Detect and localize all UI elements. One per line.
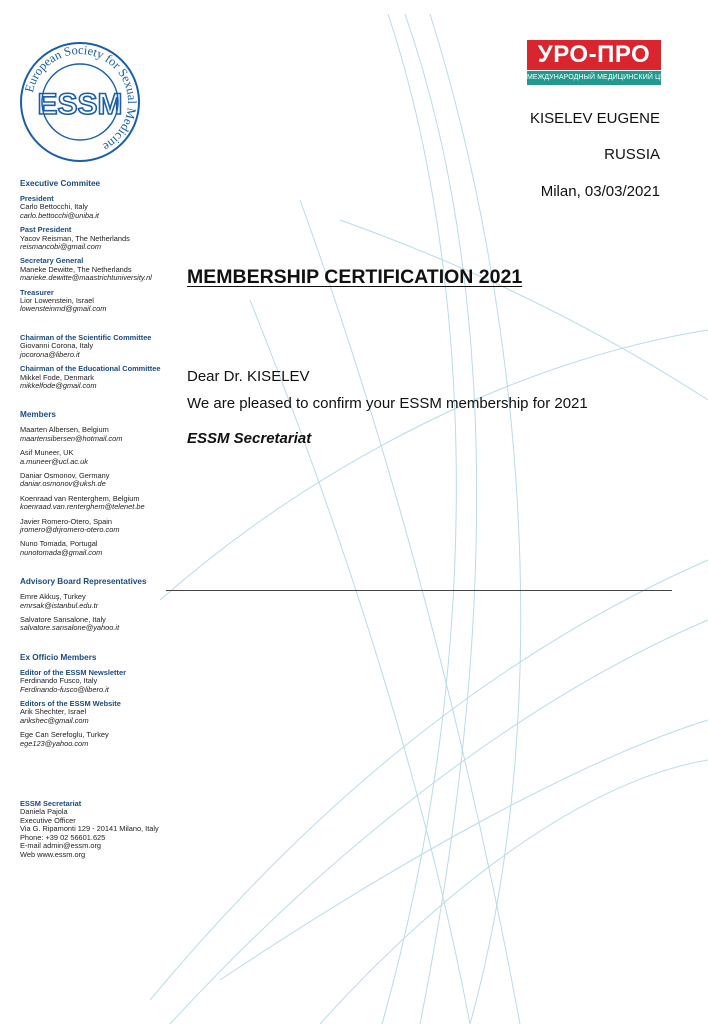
email-link[interactable]: Ferdinando-fusco@libero.it: [20, 684, 109, 694]
recipient-name: KISELEV EUGENE: [529, 110, 660, 127]
uro-pro-logo: [527, 40, 680, 86]
uro-pro-title: УРО-ПРО: [527, 40, 661, 70]
website-editors-block: Editors of the ESSM Website Arik Shechter, Israel arikshec@gmail.com: [20, 700, 170, 725]
email-link[interactable]: arikshec@gmail.com: [20, 715, 89, 725]
email-link[interactable]: jromero@drjromero-otero.com: [20, 524, 120, 534]
members-heading: Members: [20, 410, 56, 420]
salutation: Dear Dr. KISELEV: [187, 368, 310, 385]
advisory-entry: Salvatore Sansalone, Italy salvatore.sansalone@yahoo.it: [20, 616, 170, 633]
email-link[interactable]: reismancobi@gmail.com: [20, 242, 102, 252]
website-editor-entry: Ege Can Serefoglu, Turkey ege123@yahoo.com: [20, 731, 170, 748]
email-link[interactable]: jocorona@libero.it: [20, 349, 80, 359]
educational-chair-block: Chairman of the Educational Committee Mikkel Fode, Denmark mikkelfode@gmail.com: [20, 365, 170, 390]
secretariat-web[interactable]: Web www.essm.org: [20, 849, 86, 859]
member-entry: Koenraad van Renterghem, Belgium koenraad.van.renterghem@telenet.be: [20, 495, 170, 512]
advisory-entry: Emre Akkuş, Turkey emrsak@istanbul.edu.tr: [20, 593, 170, 610]
email-link[interactable]: lowensteinmd@gmail.com: [20, 304, 107, 314]
place-date: Milan, 03/03/2021: [540, 183, 660, 200]
email-link[interactable]: a.muneer@ucl.ac.uk: [20, 456, 88, 466]
email-link[interactable]: ege123@yahoo.com: [20, 738, 89, 748]
scientific-chair-block: Chairman of the Scientific Committee Giovanni Corona, Italy jocorona@libero.it: [20, 334, 170, 359]
member-entry: Nuno Tomada, Portugal nunotomada@gmail.com: [20, 540, 170, 557]
president-block: President Carlo Bettocchi, Italy carlo.bettocchi@uniba.it: [20, 195, 170, 220]
member-entry: Daniar Osmonov, Germany daniar.osmonov@uksh.de: [20, 472, 170, 489]
essm-ring-text: European Society for Sexual Medicine: [22, 42, 140, 155]
signature: ESSM Secretariat: [187, 430, 312, 447]
email-link[interactable]: maartensibersen@hotmail.com: [20, 433, 123, 443]
uro-pro-subtitle: МЕЖДУНАРОДНЫЙ МЕДИЦИНСКИЙ ЦЕНТР: [527, 71, 661, 85]
sidebar-committee: Executive Commitee President Carlo Bettocchi, Italy carlo.bettocchi@uniba.it Past President Yacov Reisman, The Netherlands reismancobi@gmail.com Secretary General Maneke Dewitte, The Netherlands marieke.dewitte@maastrichtuniversity.nl Treasurer Lior Lowenstein, Israel lowensteinmd@gmail.com Chairman of the Scientific Committee Giovanni Corona, Italy jocorona@libero.it Chairman of the Educational Committee Mikkel Fode, Denmark mikkelfode@gmail.com Members Maarten Albersen, Belgium maartensibersen@hotmail.com Asif Muneer, UK a.muneer@ucl.ac.uk Daniar Osmonov, Germany daniar.osmonov@uksh.de Koenraad van Renterghem, Belgium koenraad.van.renterghem@telenet.be Javier Romero-Otero, Spain jromero@drjromero-otero.com Nuno Tomada, Portugal nunotomada@gmail.com Advisory Board Representatives Emre Akkuş, Turkey emrsak@istanbul.edu.tr Salvatore Sansalone, Italy salvatore.sansalone@yahoo.it Ex Officio Members Editor of the ESSM Newsletter Ferdinando Fusco, Italy Ferdinando-fusco@libero.it Editors of the ESSM Website Arik Shechter, Israel arikshec@gmail.com Ege Can Serefoglu, Turkey ege123@yahoo.com ESSM Secretariat Daniela Pajola Executive Officer Via G. Ripamonti 129 - 20141 Milano, Italy Phone: +39 02 56601.625 E-mail admin@essm.org Web www.essm.org: [20, 179, 170, 859]
secretariat-heading: ESSM Secretariat: [20, 799, 82, 809]
past-president-block: Past President Yacov Reisman, The Netherlands reismancobi@gmail.com: [20, 226, 170, 251]
advisory-heading: Advisory Board Representatives: [20, 577, 147, 587]
email-link[interactable]: marieke.dewitte@maastrichtuniversity.nl: [20, 273, 152, 283]
newsletter-editor-block: Editor of the ESSM Newsletter Ferdinando Fusco, Italy Ferdinando-fusco@libero.it: [20, 669, 170, 694]
email-link[interactable]: daniar.osmonov@uksh.de: [20, 479, 106, 489]
recipient-country: RUSSIA: [604, 146, 660, 163]
member-entry: Javier Romero-Otero, Spain jromero@drjromero-otero.com: [20, 518, 170, 535]
executive-heading: Executive Commitee: [20, 179, 101, 188]
email-link[interactable]: mikkelfode@gmail.com: [20, 380, 97, 390]
email-link[interactable]: carlo.bettocchi@uniba.it: [20, 210, 99, 220]
secretary-general-block: Secretary General Maneke Dewitte, The Netherlands marieke.dewitte@maastrichtuniversity.nl: [20, 257, 170, 282]
ex-officio-heading: Ex Officio Members: [20, 652, 97, 662]
email-link[interactable]: nunotomada@gmail.com: [20, 547, 103, 557]
essm-letters: ESSM: [37, 88, 123, 121]
certificate-title: MEMBERSHIP CERTIFICATION 2021: [187, 266, 523, 288]
confirmation-text: We are pleased to confirm your ESSM membership for 2021: [187, 395, 588, 412]
essm-logo: [18, 40, 142, 164]
member-entry: Asif Muneer, UK a.muneer@ucl.ac.uk: [20, 449, 170, 466]
secretariat-email[interactable]: E-mail admin@essm.org: [20, 841, 102, 851]
treasurer-block: Treasurer Lior Lowenstein, Israel lowensteinmd@gmail.com: [20, 289, 170, 314]
divider-line: [166, 590, 672, 591]
email-link[interactable]: koenraad.van.renterghem@telenet.be: [20, 502, 145, 512]
email-link[interactable]: emrsak@istanbul.edu.tr: [20, 600, 99, 610]
member-entry: Maarten Albersen, Belgium maartensibersen@hotmail.com: [20, 426, 170, 443]
email-link[interactable]: salvatore.sansalone@yahoo.it: [20, 623, 120, 633]
